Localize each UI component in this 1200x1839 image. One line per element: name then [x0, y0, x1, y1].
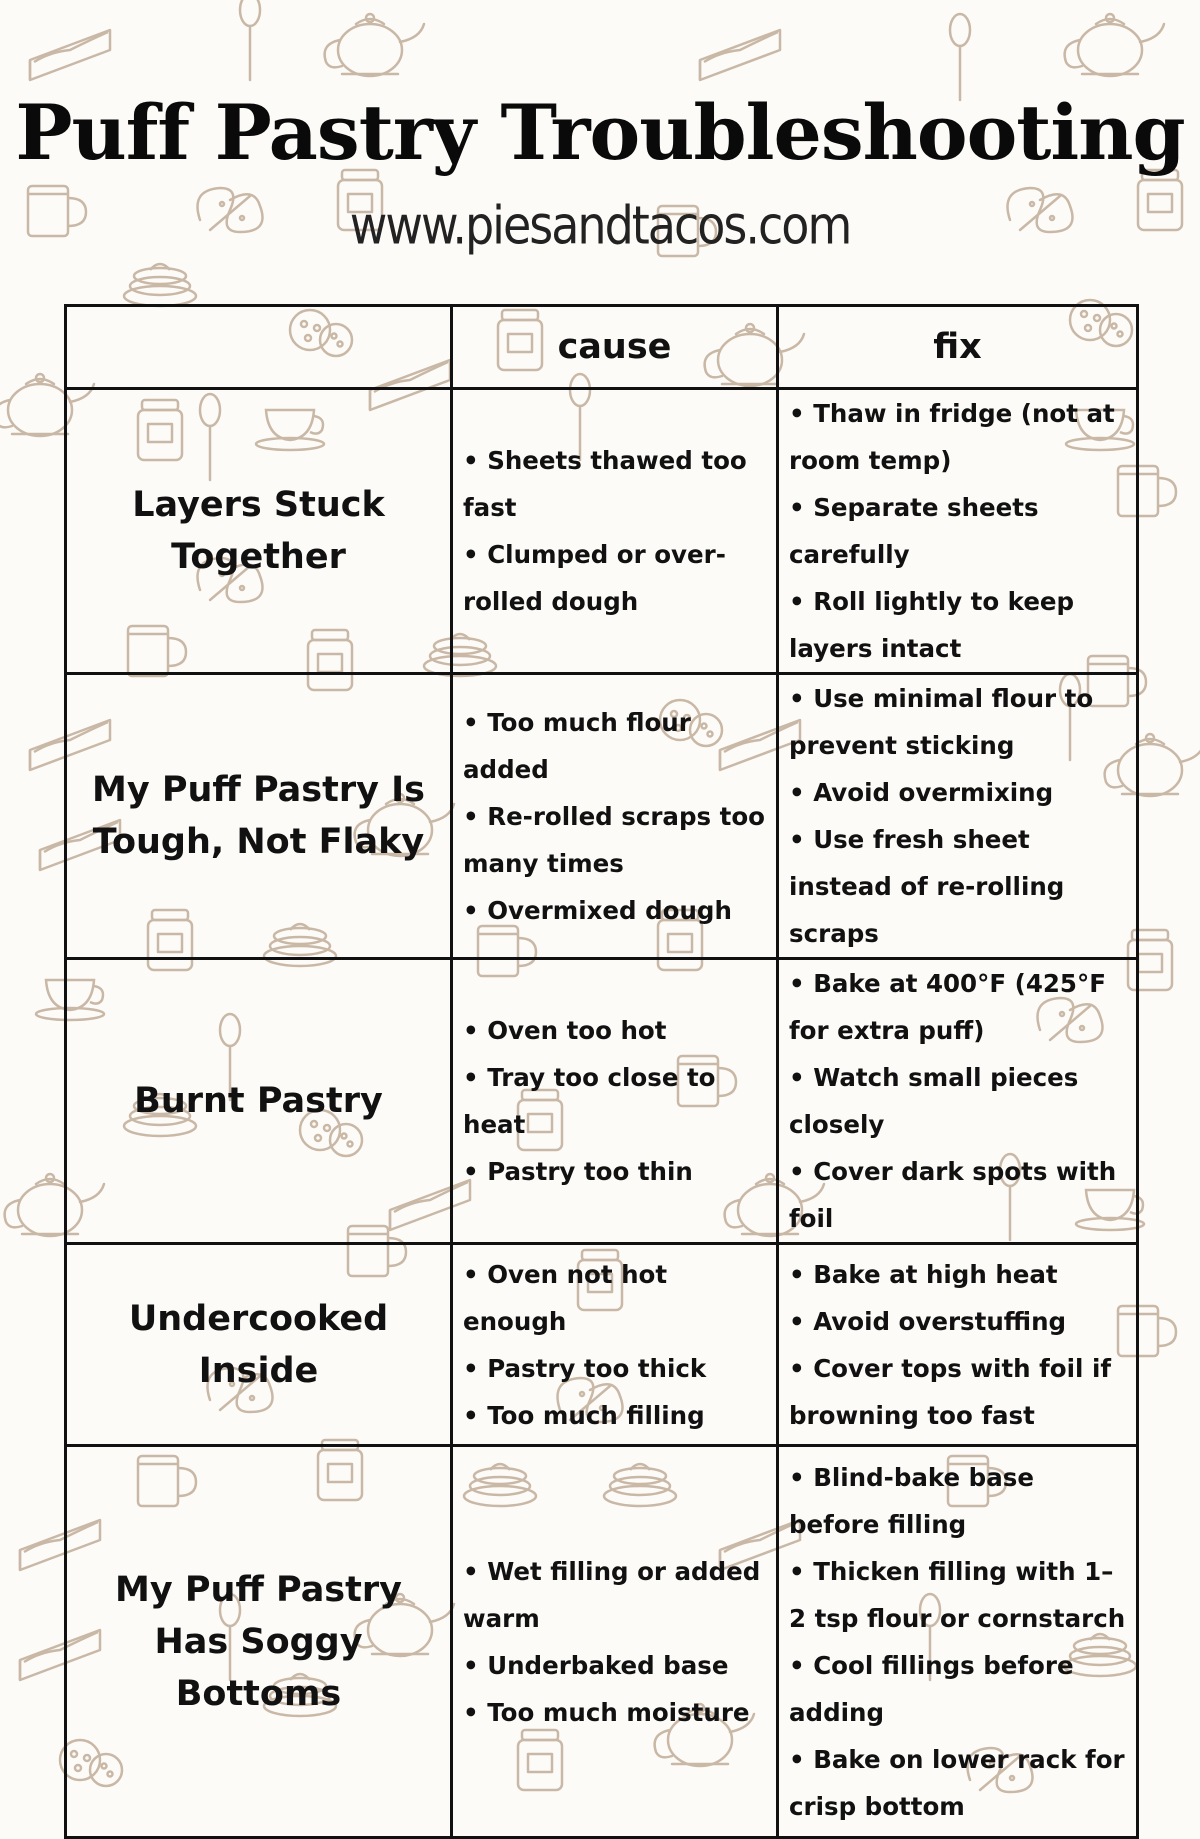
table-header-row [66, 306, 1138, 389]
fix-cell [778, 389, 1138, 674]
cause-item: • Oven too hot [463, 1007, 768, 1054]
fix-item: • Use minimal flour to prevent sticking [789, 675, 1128, 769]
table-row [66, 1446, 1138, 1838]
cause-item: • Underbaked base [463, 1642, 768, 1689]
cause-item: • Wet filling or added warm [463, 1548, 768, 1642]
cause-item: • Too much filling [463, 1392, 768, 1439]
fix-item: • Roll lightly to keep layers intact [789, 578, 1128, 672]
fix-item: • Bake on lower rack for crisp bottom [789, 1736, 1128, 1830]
problem-cell: My Puff Pastry Is Tough, Not Flaky [66, 674, 452, 959]
fix-item: • Blind-bake base before filling [789, 1454, 1128, 1548]
fix-item: • Avoid overstuffing [789, 1298, 1128, 1345]
header-cause: cause [452, 306, 778, 389]
cause-item: • Sheets thawed too fast [463, 437, 768, 531]
fix-item: • Thicken filling with 1–2 tsp flour or cornstarch [789, 1548, 1128, 1642]
fix-item: • Avoid overmixing [789, 769, 1128, 816]
cause-item: • Clumped or over-rolled dough [463, 531, 768, 625]
problem-cell: My Puff Pastry Has Soggy Bottoms [66, 1446, 452, 1838]
website-url: www.piesandtacos.com [349, 193, 851, 257]
fix-item: • Watch small pieces closely [789, 1054, 1128, 1148]
fix-item: • Cover tops with foil if browning too fast [789, 1345, 1128, 1439]
cause-item: • Pastry too thin [463, 1148, 768, 1195]
fix-cell [778, 959, 1138, 1244]
cause-item: • Pastry too thick [463, 1345, 768, 1392]
fix-cell [778, 1446, 1138, 1838]
cause-item: • Re-rolled scraps too many times [463, 793, 768, 887]
fix-item: • Bake at high heat [789, 1251, 1128, 1298]
cause-item: • Tray too close to heat [463, 1054, 768, 1148]
header-problem [66, 306, 452, 389]
fix-item: • Cool fillings before adding [789, 1642, 1128, 1736]
table-row [66, 389, 1138, 674]
table-row [66, 959, 1138, 1244]
page-title: Puff Pastry Troubleshooting [15, 88, 1185, 177]
fix-item: • Cover dark spots with foil [789, 1148, 1128, 1242]
cause-cell [452, 1446, 778, 1838]
problem-cell: Burnt Pastry [66, 959, 452, 1244]
cause-item: • Oven not hot enough [463, 1251, 768, 1345]
fix-item: • Separate sheets carefully [789, 484, 1128, 578]
problem-cell: Undercooked Inside [66, 1244, 452, 1446]
cause-item: • Too much flour added [463, 699, 768, 793]
cause-cell [452, 389, 778, 674]
table-row [66, 674, 1138, 959]
fix-item: • Bake at 400°F (425°F for extra puff) [789, 960, 1128, 1054]
fix-item: • Use fresh sheet instead of re-rolling scraps [789, 816, 1128, 957]
cause-cell [452, 674, 778, 959]
fix-cell [778, 1244, 1138, 1446]
cause-item: • Too much moisture [463, 1689, 768, 1736]
header-fix: fix [778, 306, 1138, 389]
fix-item: • Thaw in fridge (not at room temp) [789, 390, 1128, 484]
cause-cell [452, 959, 778, 1244]
troubleshooting-table [64, 304, 1139, 1839]
problem-cell: Layers Stuck Together [66, 389, 452, 674]
cause-cell [452, 1244, 778, 1446]
table-row [66, 1244, 1138, 1446]
fix-cell [778, 674, 1138, 959]
cause-item: • Overmixed dough [463, 887, 768, 934]
